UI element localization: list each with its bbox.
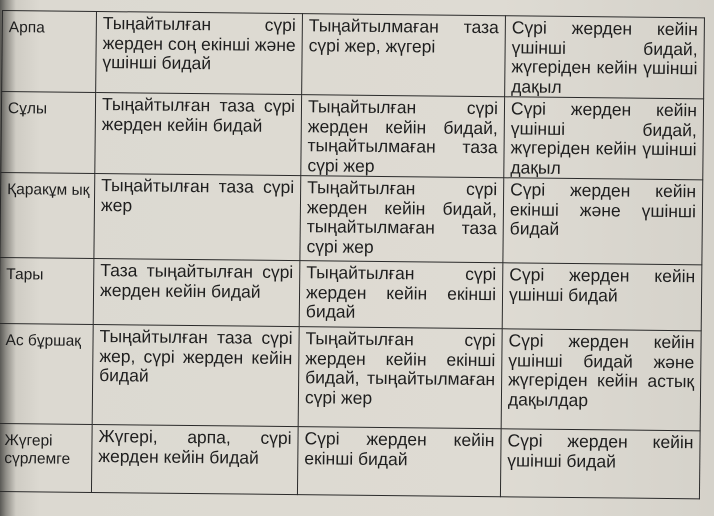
table-row bbox=[2, 11, 705, 99]
table-cell: Сүрі жерден кейін үшінші бидай bbox=[500, 429, 700, 499]
crop-name-cell: Сұлы bbox=[1, 92, 96, 174]
table-cell: Тыңайтылған сүрі жерден кейін екінші бидай, тыңайтылмаған сүрі жер bbox=[298, 327, 502, 429]
table-cell: Таза тыңайтылған сүрі жерден кейін бидай bbox=[93, 258, 300, 326]
table-cell: Тыңайтылған сүрі жерден кейін екінші бидай bbox=[299, 261, 503, 329]
table-cell: Сүрі жерден кейін үшінші бидай және жүгеріден кейін астық дақылдар bbox=[501, 329, 701, 431]
table-row bbox=[1, 92, 704, 180]
table-cell: Сүрі жерден кейін үшінші бидай, жүгеріден кейін үшінші дақыл bbox=[504, 97, 704, 180]
crop-name-cell: Ас бұршақ bbox=[0, 323, 93, 424]
table-row bbox=[0, 172, 703, 264]
table-cell: Тыңайтылған таза сүрі жерден кейін бидай bbox=[95, 92, 302, 175]
table-cell: Тыңайтылған таза сүрі жер bbox=[94, 173, 301, 260]
table-row bbox=[0, 323, 701, 430]
table-cell: Сүрі жерден кейін екінші бидай bbox=[297, 427, 501, 497]
table-row bbox=[0, 423, 700, 498]
table-cell: Жүгері, арпа, сүрі жерден кейін бидай bbox=[91, 424, 298, 494]
crop-name-cell: Тары bbox=[0, 257, 94, 324]
table-row bbox=[0, 257, 702, 330]
table-cell: Тыңайтылған сүрі жерден кейін бидай, тыңайтылмаған таза сүрі жер bbox=[300, 176, 504, 263]
table-cell: Тыңайтылған таза сүрі жер, сүрі жерден кейін бидай bbox=[92, 324, 299, 426]
crop-rotation-table bbox=[0, 10, 705, 499]
table-cell: Сүрі жерден кейін екінші және үшінші бидай bbox=[503, 178, 703, 265]
table-cell: Тыңайтылмаған таза сүрі жер, жүгері bbox=[302, 14, 506, 97]
crop-name-cell: Қаракұм ық bbox=[0, 172, 95, 258]
table-cell: Сүрі жерден кейін үшінші бидай bbox=[502, 263, 702, 331]
table-cell: Тыңайтылған сүрі жерден соң екінші және үшінші бидай bbox=[96, 11, 303, 94]
crop-name-cell: Арпа bbox=[2, 11, 97, 93]
table-cell: Тыңайтылған сүрі жерден кейін бидай, тыңайтылмаған таза сүрі жер bbox=[301, 95, 505, 178]
table-cell: Сүрі жерден кейін үшінші бидай, жүгеріден кейін үшінші дақыл bbox=[505, 16, 705, 99]
crop-name-cell: Жүгері сүрлемге bbox=[0, 423, 92, 492]
